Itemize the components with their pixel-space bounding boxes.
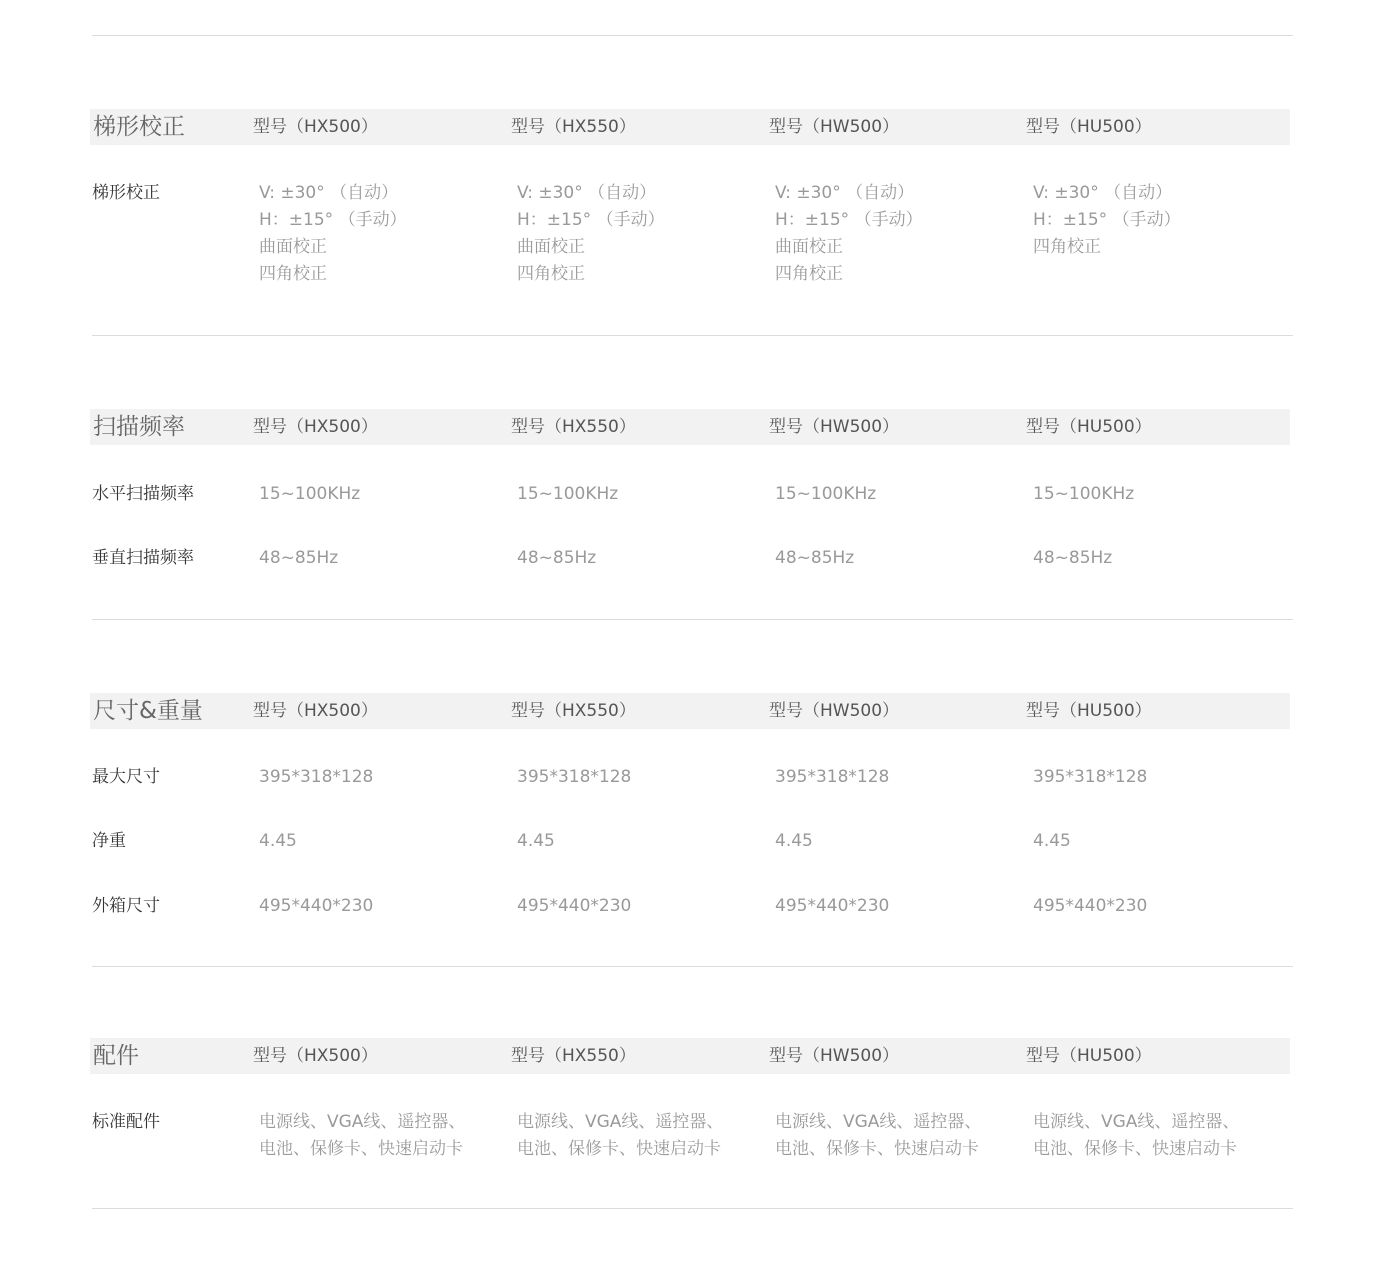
- spec-line: 电源线、VGA线、遥控器、: [775, 1112, 982, 1132]
- model-header: 型号（HU500）: [1026, 117, 1152, 137]
- spec-value: [517, 1109, 723, 1163]
- section-header: [90, 693, 1290, 729]
- spec-line: 曲面校正: [517, 237, 585, 257]
- section-header: [90, 109, 1290, 145]
- spec-line: 曲面校正: [259, 237, 327, 257]
- model-header: 型号（HU500）: [1026, 417, 1152, 437]
- section-header: [90, 1038, 1290, 1074]
- model-header: 型号（HU500）: [1026, 701, 1152, 721]
- spec-line: 四角校正: [775, 264, 843, 284]
- spec-value: [775, 1109, 981, 1163]
- spec-value: 395*318*128: [259, 767, 374, 787]
- section-header: [90, 409, 1290, 445]
- spec-line: 电池、保修卡、快速启动卡: [517, 1139, 721, 1159]
- model-header: 型号（HX500）: [253, 1046, 378, 1066]
- spec-value: 395*318*128: [775, 767, 890, 787]
- spec-line: H：±15° （手动）: [517, 210, 665, 230]
- spec-value: 4.45: [517, 831, 555, 851]
- row-label: 外箱尺寸: [92, 896, 160, 916]
- model-header: 型号（HX550）: [511, 117, 636, 137]
- spec-line: 四角校正: [1033, 237, 1101, 257]
- spec-line: 电池、保修卡、快速启动卡: [775, 1139, 979, 1159]
- divider: [92, 335, 1293, 336]
- spec-value: 15~100KHz: [1033, 484, 1135, 504]
- row-label: 标准配件: [92, 1112, 160, 1132]
- spec-value: 495*440*230: [775, 896, 890, 916]
- divider-top: [92, 35, 1293, 36]
- divider: [92, 966, 1293, 967]
- spec-value: 4.45: [259, 831, 297, 851]
- spec-line: V: ±30° （自动）: [1033, 183, 1173, 203]
- model-header: 型号（HW500）: [769, 1046, 900, 1066]
- model-header: 型号（HW500）: [769, 117, 900, 137]
- spec-line: 电源线、VGA线、遥控器、: [259, 1112, 466, 1132]
- section-title: 扫描频率: [93, 414, 185, 440]
- spec-value: [517, 180, 665, 288]
- spec-value: 48~85Hz: [1033, 548, 1113, 568]
- spec-line: V: ±30° （自动）: [517, 183, 657, 203]
- spec-value: [1033, 1109, 1239, 1163]
- spec-value: 15~100KHz: [775, 484, 877, 504]
- spec-value: 48~85Hz: [259, 548, 339, 568]
- spec-value: 48~85Hz: [775, 548, 855, 568]
- spec-value: 495*440*230: [517, 896, 632, 916]
- spec-line: 四角校正: [259, 264, 327, 284]
- spec-value: 15~100KHz: [517, 484, 619, 504]
- section-title: 配件: [93, 1043, 139, 1069]
- spec-value: 395*318*128: [517, 767, 632, 787]
- spec-line: 四角校正: [517, 264, 585, 284]
- spec-value: 495*440*230: [259, 896, 374, 916]
- divider-bottom: [92, 1208, 1293, 1209]
- divider: [92, 619, 1293, 620]
- spec-line: V: ±30° （自动）: [259, 183, 399, 203]
- spec-value: 4.45: [775, 831, 813, 851]
- spec-value: [1033, 180, 1181, 261]
- model-header: 型号（HX550）: [511, 701, 636, 721]
- model-header: 型号（HX550）: [511, 1046, 636, 1066]
- spec-line: H：±15° （手动）: [259, 210, 407, 230]
- spec-value: [259, 1109, 465, 1163]
- model-header: 型号（HW500）: [769, 701, 900, 721]
- section-title: 尺寸&重量: [93, 698, 203, 724]
- spec-value: 395*318*128: [1033, 767, 1148, 787]
- row-label: 梯形校正: [92, 183, 160, 203]
- spec-value: 15~100KHz: [259, 484, 361, 504]
- row-label: 水平扫描频率: [92, 484, 194, 504]
- spec-value: [775, 180, 923, 288]
- spec-line: 电源线、VGA线、遥控器、: [1033, 1112, 1240, 1132]
- spec-line: 电池、保修卡、快速启动卡: [259, 1139, 463, 1159]
- spec-line: H：±15° （手动）: [775, 210, 923, 230]
- row-label: 净重: [92, 831, 126, 851]
- spec-value: 495*440*230: [1033, 896, 1148, 916]
- spec-value: 4.45: [1033, 831, 1071, 851]
- model-header: 型号（HX550）: [511, 417, 636, 437]
- row-label: 垂直扫描频率: [92, 548, 194, 568]
- row-label: 最大尺寸: [92, 767, 160, 787]
- model-header: 型号（HW500）: [769, 417, 900, 437]
- model-header: 型号（HX500）: [253, 701, 378, 721]
- section-title: 梯形校正: [93, 114, 185, 140]
- spec-line: 曲面校正: [775, 237, 843, 257]
- spec-value: [259, 180, 407, 288]
- spec-line: H：±15° （手动）: [1033, 210, 1181, 230]
- model-header: 型号（HX500）: [253, 417, 378, 437]
- spec-line: V: ±30° （自动）: [775, 183, 915, 203]
- spec-value: 48~85Hz: [517, 548, 597, 568]
- model-header: 型号（HU500）: [1026, 1046, 1152, 1066]
- spec-line: 电池、保修卡、快速启动卡: [1033, 1139, 1237, 1159]
- model-header: 型号（HX500）: [253, 117, 378, 137]
- spec-line: 电源线、VGA线、遥控器、: [517, 1112, 724, 1132]
